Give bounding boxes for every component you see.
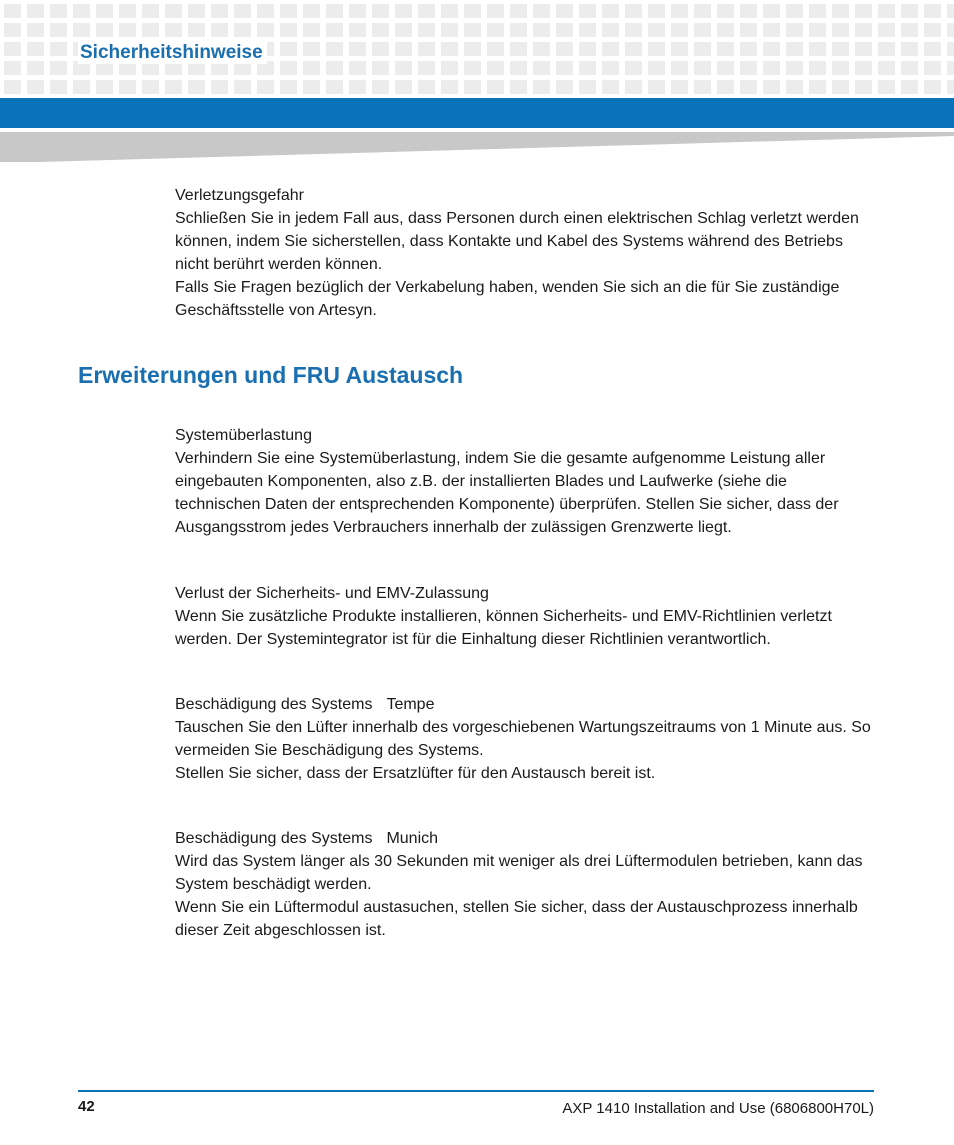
warning-block-overload: [175, 424, 875, 539]
warning-text: Stellen Sie sicher, dass der Ersatzlüfter für den Austausch bereit ist.: [175, 765, 656, 782]
warning-text: Falls Sie Fragen bezüglich der Verkabelung haben, wenden Sie sich an die für Sie zuständige Geschäftsstelle von Artesyn.: [175, 279, 840, 319]
warning-title-suffix: Tempe: [386, 696, 435, 713]
chapter-title: Sicherheitshinweise: [78, 42, 267, 64]
footer-document-title: AXP 1410 Installation and Use (6806800H70L): [562, 1100, 874, 1117]
warning-title: Beschädigung des Systems: [175, 696, 373, 713]
warning-title: Verlust der Sicherheits- und EMV-Zulassung: [175, 585, 489, 602]
warning-title: Systemüberlastung: [175, 427, 312, 444]
warning-block-emv: [175, 582, 875, 651]
warning-text: Wenn Sie zusätzliche Produkte installieren, können Sicherheits- und EMV-Richtlinien verletzt werden. Der Systemintegrator ist für die Einhaltung dieser Richtlinien verantwortlich.: [175, 608, 832, 648]
warning-text: Wird das System länger als 30 Sekunden mit weniger als drei Lüftermodulen betrieben, kann das System beschädigt werden.: [175, 853, 863, 893]
section-heading: Erweiterungen und FRU Austausch: [78, 362, 464, 388]
warning-block-damage-tempe: [175, 693, 875, 785]
warning-text: Verhindern Sie eine Systemüberlastung, indem Sie die gesamte aufgenomme Leistung aller eingebauten Komponenten, also z.B. der installierten Blades und Laufwerke (siehe die technischen Daten der entsprechenden Komponente) überprüfen. Stellen Sie sicher, dass der Ausgangsstrom jedes Verbrauchers innerhalb der zulässigen Grenzwerte liegt.: [175, 450, 839, 536]
header-gray-wedge: [0, 130, 954, 164]
warning-title-row: [175, 827, 875, 850]
warning-block-injury: [175, 184, 875, 322]
warning-title-row: [175, 693, 875, 716]
footer-rule: [78, 1090, 874, 1092]
warning-text: Tauschen Sie den Lüfter innerhalb des vorgeschiebenen Wartungszeitraums von 1 Minute aus. So vermeiden Sie Beschädigung des Systems.: [175, 719, 871, 759]
warning-block-damage-munich: [175, 827, 875, 942]
warning-title: Verletzungsgefahr: [175, 187, 304, 204]
warning-text: Wenn Sie ein Lüftermodul austasuchen, stellen Sie sicher, dass der Austauschprozess innerhalb dieser Zeit abgeschlossen ist.: [175, 899, 858, 939]
warning-title-suffix: Munich: [386, 830, 439, 847]
page-number: 42: [78, 1098, 95, 1115]
warning-title: Beschädigung des Systems: [175, 830, 373, 847]
warning-text: Schließen Sie in jedem Fall aus, dass Personen durch einen elektrischen Schlag verletzt werden können, indem Sie sicherstellen, dass Kontakte und Kabel des Systems während des Betriebs nicht berührt werden können.: [175, 210, 859, 273]
header-blue-bar: [0, 98, 954, 128]
